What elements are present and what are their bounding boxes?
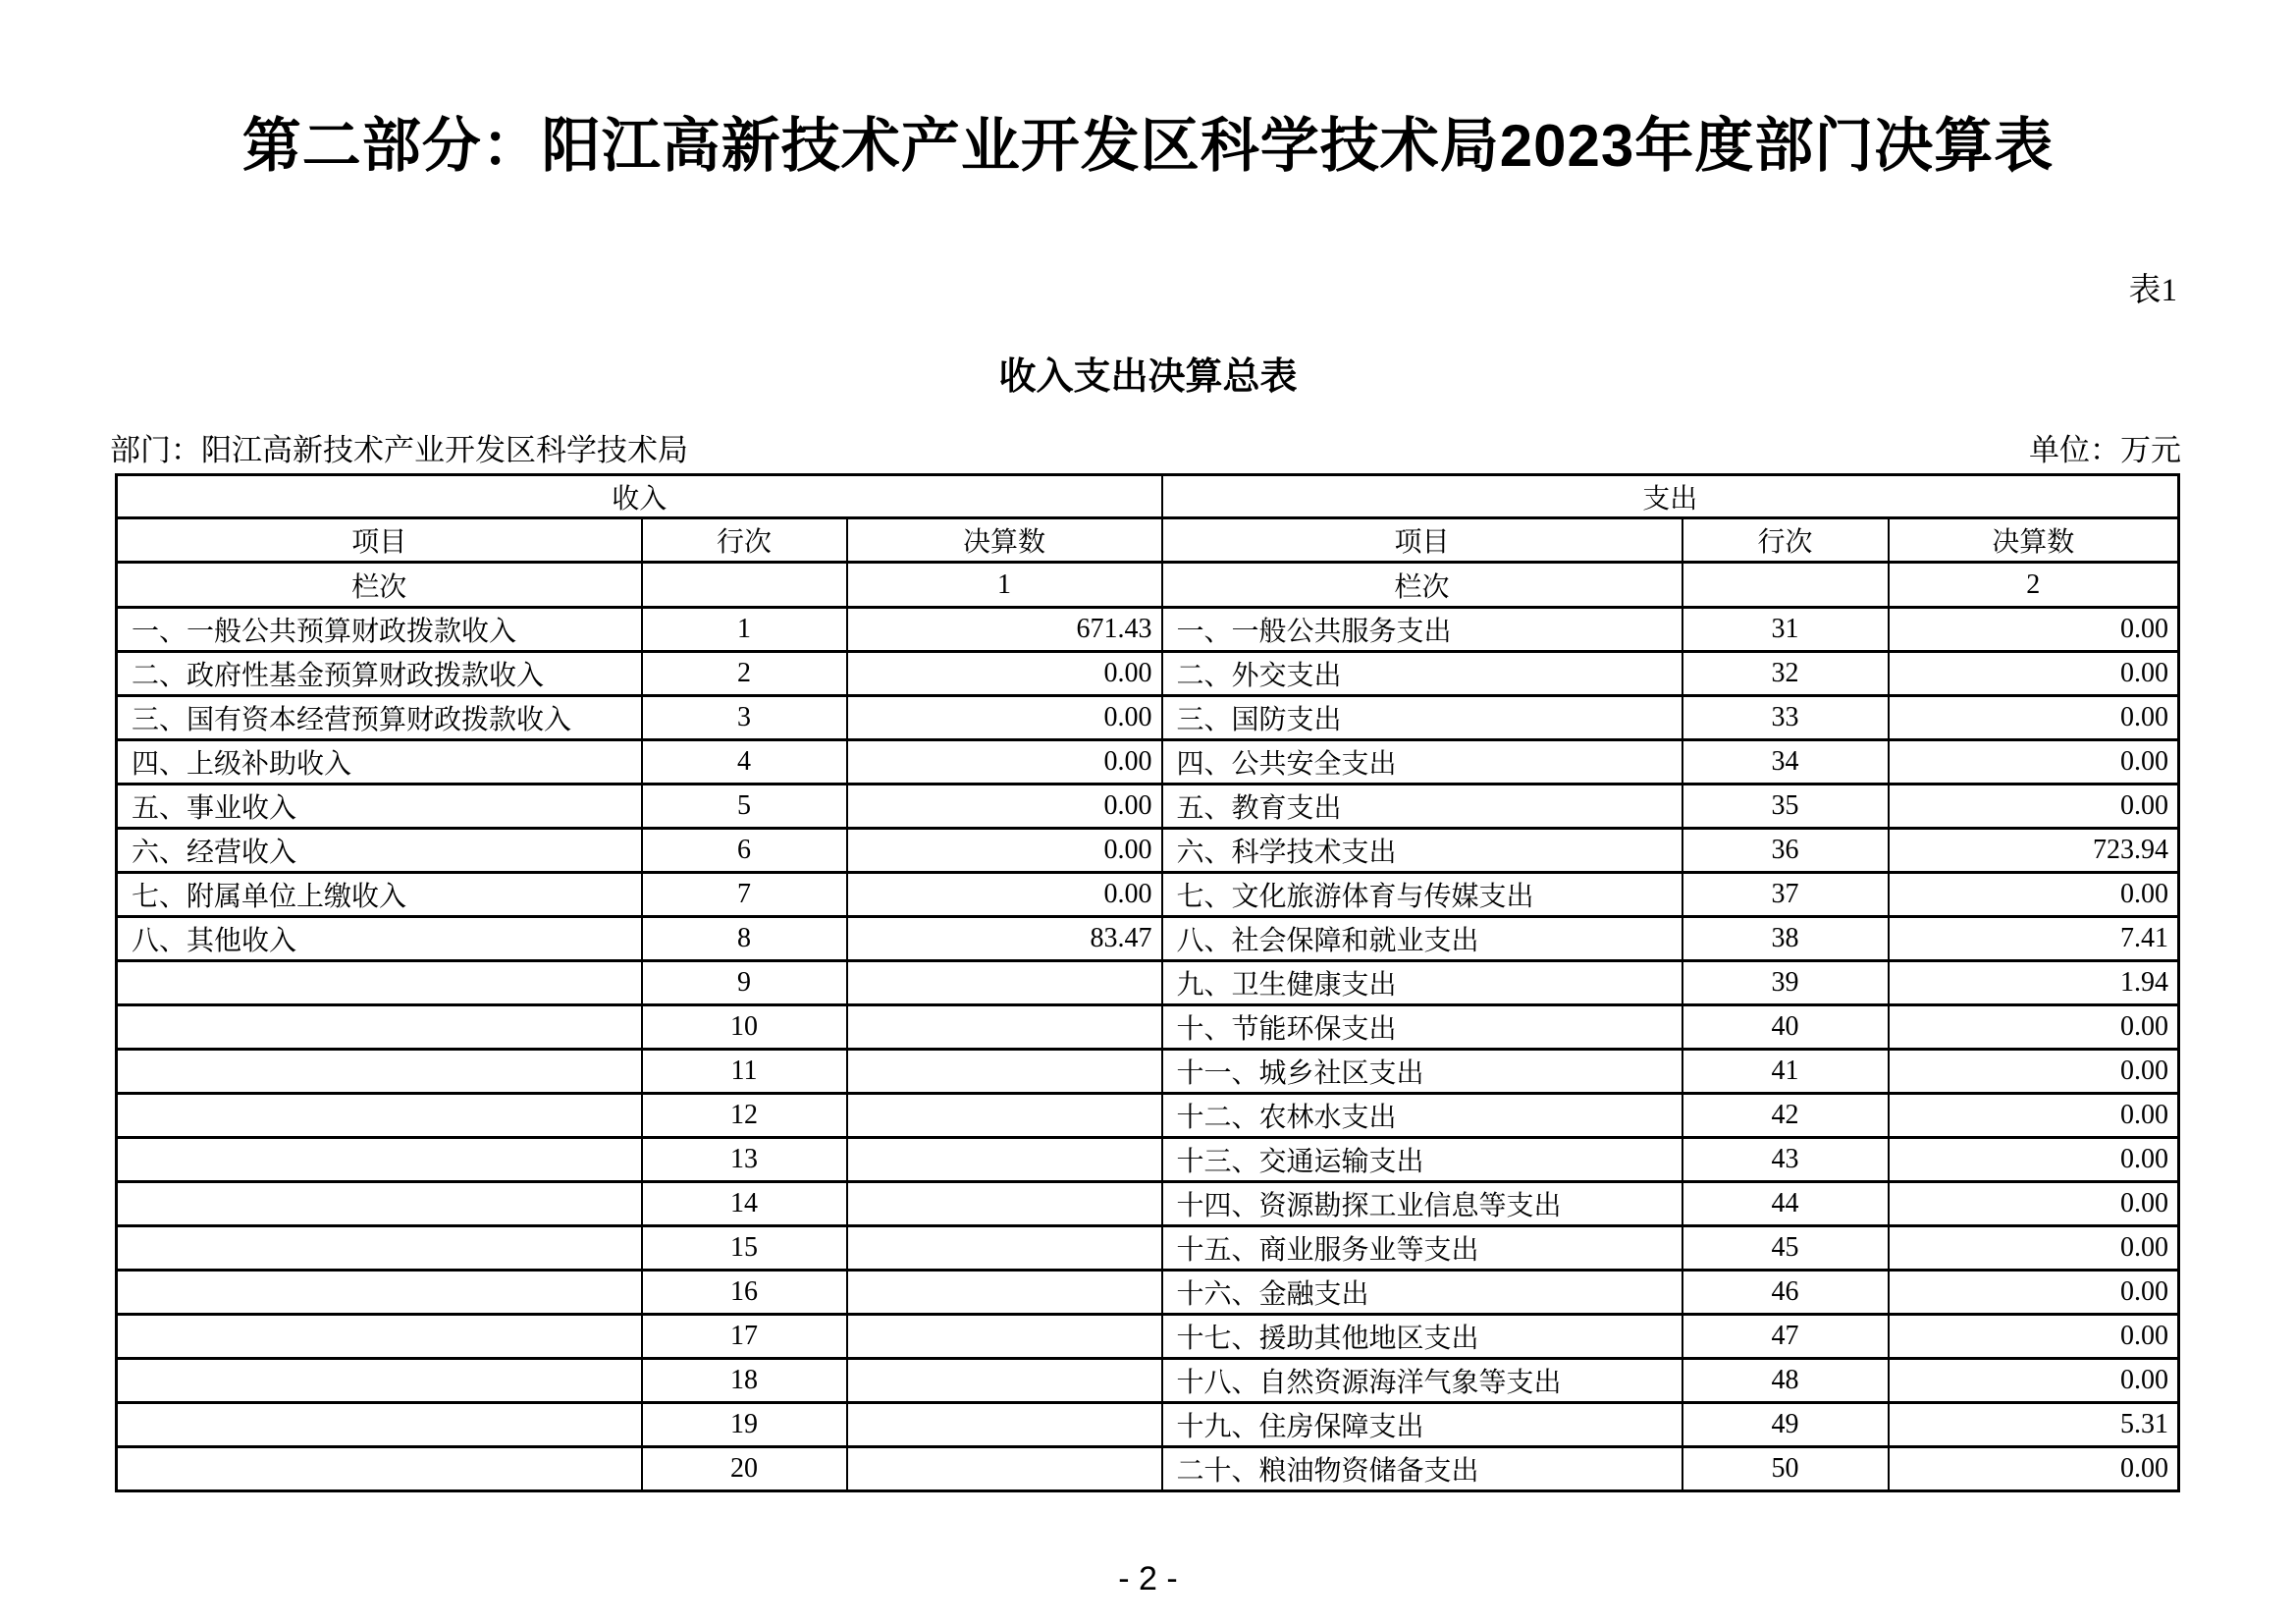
expense-amount-cell: 0.00 <box>1889 1050 2179 1094</box>
expense-line-cell: 41 <box>1682 1050 1889 1094</box>
income-amount-cell: 83.47 <box>847 917 1162 961</box>
expense-amount-cell: 7.41 <box>1889 917 2179 961</box>
table-row <box>117 1403 2179 1447</box>
expense-line-cell: 32 <box>1682 652 1889 696</box>
expense-amount-cell: 0.00 <box>1889 740 2179 785</box>
income-amount-cell: 0.00 <box>847 696 1162 740</box>
expense-line-cell: 48 <box>1682 1359 1889 1403</box>
income-amount-cell <box>847 1005 1162 1050</box>
income-amount-cell: 0.00 <box>847 652 1162 696</box>
expense-line-cell: 37 <box>1682 873 1889 917</box>
income-amount-cell <box>847 1050 1162 1094</box>
expense-amount-cell: 0.00 <box>1889 1094 2179 1138</box>
income-item-column-header: 项目 <box>117 518 642 563</box>
income-item-cell: 五、事业收入 <box>117 785 642 829</box>
expense-lanci-cell: 栏次 <box>1162 563 1682 608</box>
expense-line-cell: 44 <box>1682 1182 1889 1226</box>
expense-line-cell: 40 <box>1682 1005 1889 1050</box>
income-line-cell: 7 <box>642 873 847 917</box>
page-title: 第二部分：阳江高新技术产业开发区科学技术局2023年度部门决算表 <box>241 113 2055 179</box>
income-amount-cell <box>847 1226 1162 1271</box>
page-number: - 2 - <box>1118 1560 1178 1597</box>
income-line-cell: 5 <box>642 785 847 829</box>
income-item-cell: 七、附属单位上缴收入 <box>117 873 642 917</box>
expense-item-cell: 十、节能环保支出 <box>1162 1005 1682 1050</box>
income-line-cell: 10 <box>642 1005 847 1050</box>
expense-item-cell: 二、外交支出 <box>1162 652 1682 696</box>
expense-item-cell: 二十、粮油物资储备支出 <box>1162 1447 1682 1491</box>
table-row <box>117 873 2179 917</box>
income-amount-cell <box>847 1359 1162 1403</box>
table-row <box>117 961 2179 1005</box>
income-line-cell: 2 <box>642 652 847 696</box>
income-line-cell: 16 <box>642 1271 847 1315</box>
expense-line-cell: 33 <box>1682 696 1889 740</box>
expense-amount-cell: 0.00 <box>1889 1138 2179 1182</box>
department-label: 部门：阳江高新技术产业开发区科学技术局 <box>110 433 688 467</box>
expense-amount-cell: 0.00 <box>1889 873 2179 917</box>
expense-line-cell: 35 <box>1682 785 1889 829</box>
section-header-row <box>117 475 2179 518</box>
table-row <box>117 917 2179 961</box>
table-title: 收入支出决算总表 <box>998 356 1298 398</box>
income-amount-cell: 0.00 <box>847 829 1162 873</box>
income-amount-cell: 0.00 <box>847 785 1162 829</box>
expense-amount-cell: 0.00 <box>1889 1005 2179 1050</box>
table-row <box>117 1005 2179 1050</box>
expense-item-cell: 十五、商业服务业等支出 <box>1162 1226 1682 1271</box>
income-line-cell: 6 <box>642 829 847 873</box>
column-header-row <box>117 518 2179 563</box>
income-item-cell <box>117 1182 642 1226</box>
expense-amount-cell: 0.00 <box>1889 1447 2179 1491</box>
income-amount-cell <box>847 1094 1162 1138</box>
income-amount-column-header: 决算数 <box>847 518 1162 563</box>
income-amount-cell: 671.43 <box>847 608 1162 652</box>
income-amount-cell <box>847 1138 1162 1182</box>
income-amount-cell: 0.00 <box>847 740 1162 785</box>
income-line-cell: 15 <box>642 1226 847 1271</box>
expense-amount-cell: 0.00 <box>1889 1182 2179 1226</box>
table-row <box>117 1271 2179 1315</box>
income-line-cell: 3 <box>642 696 847 740</box>
expense-line-cell: 43 <box>1682 1138 1889 1182</box>
income-section-header: 收入 <box>117 475 1162 518</box>
income-item-cell <box>117 1138 642 1182</box>
expense-item-cell: 十四、资源勘探工业信息等支出 <box>1162 1182 1682 1226</box>
income-line-column-header: 行次 <box>642 518 847 563</box>
income-line-cell: 17 <box>642 1315 847 1359</box>
expense-amount-cell: 723.94 <box>1889 829 2179 873</box>
expense-amount-cell: 0.00 <box>1889 652 2179 696</box>
expense-item-column-header: 项目 <box>1162 518 1682 563</box>
expense-item-cell: 十二、农林水支出 <box>1162 1094 1682 1138</box>
expense-item-cell: 五、教育支出 <box>1162 785 1682 829</box>
unit-label: 单位：万元 <box>2029 433 2181 467</box>
expense-item-cell: 十三、交通运输支出 <box>1162 1138 1682 1182</box>
expense-line-cell: 50 <box>1682 1447 1889 1491</box>
income-item-cell <box>117 1403 642 1447</box>
income-line-cell: 13 <box>642 1138 847 1182</box>
income-amount-cell: 0.00 <box>847 873 1162 917</box>
income-item-cell <box>117 1447 642 1491</box>
expense-item-cell: 七、文化旅游体育与传媒支出 <box>1162 873 1682 917</box>
table-row <box>117 652 2179 696</box>
expense-line-cell: 42 <box>1682 1094 1889 1138</box>
income-item-cell <box>117 1271 642 1315</box>
expense-item-cell: 十一、城乡社区支出 <box>1162 1050 1682 1094</box>
table-row <box>117 1447 2179 1491</box>
income-amount-cell <box>847 961 1162 1005</box>
expense-line-cell: 36 <box>1682 829 1889 873</box>
income-item-cell: 三、国有资本经营预算财政拨款收入 <box>117 696 642 740</box>
table-row <box>117 696 2179 740</box>
expense-item-cell: 四、公共安全支出 <box>1162 740 1682 785</box>
expense-amount-cell: 0.00 <box>1889 696 2179 740</box>
table-meta-row <box>110 432 2181 469</box>
income-amount-cell <box>847 1447 1162 1491</box>
table-number-label: 表1 <box>2128 273 2177 308</box>
expense-amount-cell: 0.00 <box>1889 608 2179 652</box>
income-lanci-line-cell <box>642 563 847 608</box>
income-amount-cell <box>847 1271 1162 1315</box>
expense-item-cell: 三、国防支出 <box>1162 696 1682 740</box>
expense-line-cell: 46 <box>1682 1271 1889 1315</box>
income-item-cell <box>117 1315 642 1359</box>
expense-section-header: 支出 <box>1162 475 2179 518</box>
income-column-number-cell: 1 <box>847 563 1162 608</box>
income-line-cell: 8 <box>642 917 847 961</box>
table-body <box>117 475 2179 1491</box>
table-row <box>117 1050 2179 1094</box>
income-item-cell <box>117 1226 642 1271</box>
income-amount-cell <box>847 1182 1162 1226</box>
table-row <box>117 1138 2179 1182</box>
income-line-cell: 9 <box>642 961 847 1005</box>
income-item-cell: 二、政府性基金预算财政拨款收入 <box>117 652 642 696</box>
income-item-cell: 四、上级补助收入 <box>117 740 642 785</box>
income-item-cell: 六、经营收入 <box>117 829 642 873</box>
expense-item-cell: 十九、住房保障支出 <box>1162 1403 1682 1447</box>
income-item-cell: 八、其他收入 <box>117 917 642 961</box>
table-row <box>117 785 2179 829</box>
income-line-cell: 19 <box>642 1403 847 1447</box>
expense-amount-cell: 0.00 <box>1889 1315 2179 1359</box>
income-line-cell: 4 <box>642 740 847 785</box>
expense-amount-column-header: 决算数 <box>1889 518 2179 563</box>
expense-line-cell: 39 <box>1682 961 1889 1005</box>
expense-line-cell: 38 <box>1682 917 1889 961</box>
table-row <box>117 1226 2179 1271</box>
table-row <box>117 1182 2179 1226</box>
column-number-row <box>117 563 2179 608</box>
income-line-cell: 20 <box>642 1447 847 1491</box>
expense-line-cell: 34 <box>1682 740 1889 785</box>
income-line-cell: 1 <box>642 608 847 652</box>
budget-summary-table <box>115 473 2180 1492</box>
income-item-cell <box>117 1050 642 1094</box>
expense-line-cell: 47 <box>1682 1315 1889 1359</box>
expense-lanci-line-cell <box>1682 563 1889 608</box>
expense-item-cell: 六、科学技术支出 <box>1162 829 1682 873</box>
expense-amount-cell: 1.94 <box>1889 961 2179 1005</box>
income-lanci-cell: 栏次 <box>117 563 642 608</box>
table-row <box>117 1359 2179 1403</box>
table-row <box>117 740 2179 785</box>
expense-line-column-header: 行次 <box>1682 518 1889 563</box>
expense-item-cell: 十八、自然资源海洋气象等支出 <box>1162 1359 1682 1403</box>
income-item-cell <box>117 1094 642 1138</box>
income-item-cell <box>117 1005 642 1050</box>
income-line-cell: 12 <box>642 1094 847 1138</box>
expense-amount-cell: 0.00 <box>1889 785 2179 829</box>
income-amount-cell <box>847 1315 1162 1359</box>
expense-item-cell: 十七、援助其他地区支出 <box>1162 1315 1682 1359</box>
expense-amount-cell: 0.00 <box>1889 1226 2179 1271</box>
expense-amount-cell: 5.31 <box>1889 1403 2179 1447</box>
expense-column-number-cell: 2 <box>1889 563 2179 608</box>
expense-item-cell: 九、卫生健康支出 <box>1162 961 1682 1005</box>
income-line-cell: 11 <box>642 1050 847 1094</box>
table-row <box>117 608 2179 652</box>
expense-item-cell: 八、社会保障和就业支出 <box>1162 917 1682 961</box>
expense-item-cell: 一、一般公共服务支出 <box>1162 608 1682 652</box>
expense-line-cell: 31 <box>1682 608 1889 652</box>
expense-amount-cell: 0.00 <box>1889 1359 2179 1403</box>
income-item-cell <box>117 1359 642 1403</box>
income-line-cell: 18 <box>642 1359 847 1403</box>
income-line-cell: 14 <box>642 1182 847 1226</box>
expense-line-cell: 45 <box>1682 1226 1889 1271</box>
table-row <box>117 1315 2179 1359</box>
table-row <box>117 829 2179 873</box>
table-row <box>117 1094 2179 1138</box>
income-item-cell <box>117 961 642 1005</box>
expense-item-cell: 十六、金融支出 <box>1162 1271 1682 1315</box>
income-amount-cell <box>847 1403 1162 1447</box>
expense-amount-cell: 0.00 <box>1889 1271 2179 1315</box>
expense-line-cell: 49 <box>1682 1403 1889 1447</box>
income-item-cell: 一、一般公共预算财政拨款收入 <box>117 608 642 652</box>
